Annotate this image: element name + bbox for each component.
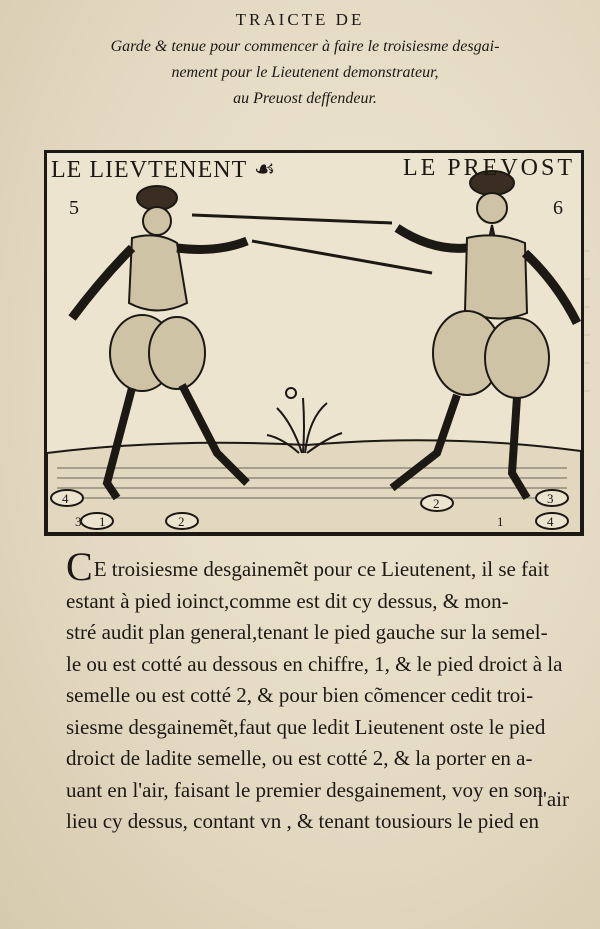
text-line: siesme desgainemẽt,faut que ledit Lieutenent oste le pied [66,714,546,739]
text-line: stré audit plan general,tenant le pied gauche sur la semel- [66,620,548,644]
text-line: lieu cy dessus, contant vn , & tenant tousiours le pied en [66,809,539,833]
sword-left [252,241,432,273]
woodcut-illustration [44,150,584,536]
caption-line: nement pour le Lieutenent demonstrateur, [171,64,439,81]
text-line: estant à pied ioinct,comme est dit cy dessus, & mon- [66,588,509,613]
running-head: TRAICTE DE [235,10,365,29]
foot-number: 1 [497,514,504,529]
label-lieutenent: LE LIEVTENENT ☙ [51,157,277,183]
body-text [66,544,576,838]
label-prevost: LE PREVOST [402,155,575,181]
figure-number-left: 5 [69,197,79,219]
caption-line: au Preuost deffendeur. [233,90,377,107]
foot-number: 2 [433,496,440,511]
foot-number: 4 [62,491,69,506]
foot-number: 3 [547,491,554,506]
woodcut-drawing [47,153,581,533]
foot-number: 3 [75,514,82,529]
drop-initial: C [66,544,93,589]
text-line [66,544,576,589]
foot-number: 2 [178,514,185,529]
text-line-rest: E troisiesme desgainemẽt pour ce Lieutenent, il se fait [93,557,550,581]
sword-right [192,215,392,223]
text-line: le ou est cotté au dessous en chiffre, 1, & le pied droict à la [66,651,563,676]
text-line: semelle ou est cotté 2, & pour bien cõmencer cedit troi- [66,683,534,707]
caption-line: Garde & tenue pour commencer à faire le troisiesme desgai- [110,38,500,55]
text-line: uant en l'air, faisant le premier desgainement, voy en son [66,777,544,802]
figure-number-right: 6 [553,197,563,219]
text-line: droict de ladite semelle, ou est cotté 2, & la porter en a- [66,746,533,770]
catchword: l'air [537,787,569,811]
foot-number: 1 [99,514,106,529]
foot-number: 4 [547,514,554,529]
plate-caption [40,34,570,112]
